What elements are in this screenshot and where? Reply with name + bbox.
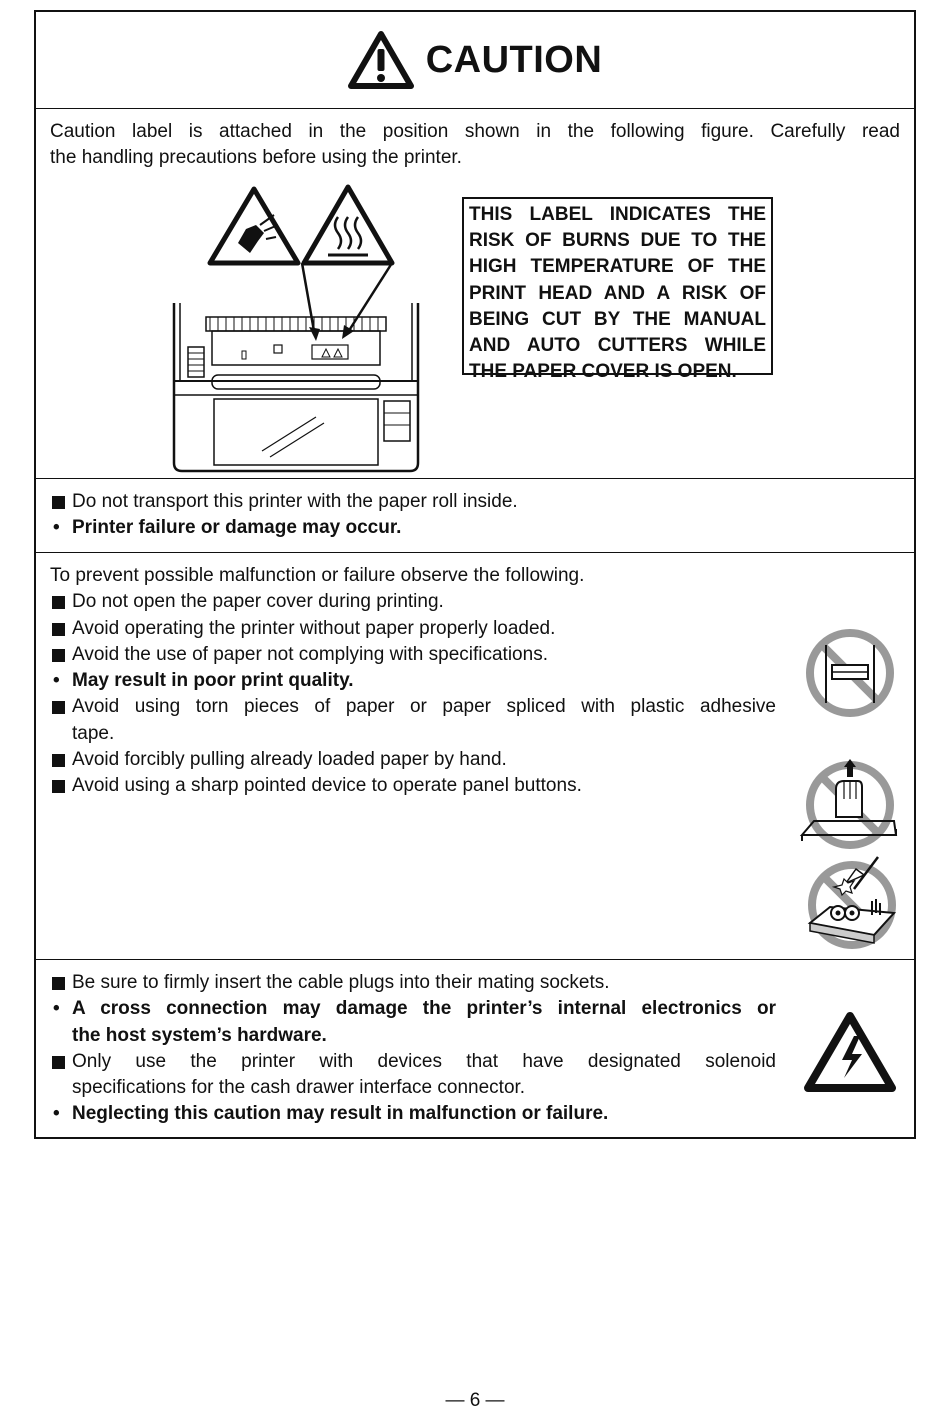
connection-note: A cross connection may damage the printer’s internal electronics or — [72, 998, 776, 1020]
intro-text — [50, 119, 900, 172]
hand-cut-warning-icon — [210, 189, 298, 263]
caution-header — [36, 12, 914, 108]
list-item: • Printer failure or damage may occur. — [53, 517, 402, 539]
label-line: RISK OF BURNS DUE TO THE — [469, 230, 766, 252]
transport-section — [36, 478, 914, 553]
malfunction-item: Avoid the use of paper not complying with specifications. — [72, 643, 548, 665]
list-item — [50, 747, 776, 773]
malfunction-section — [36, 552, 914, 960]
page-number: — 6 — — [445, 1390, 505, 1411]
label-line: HIGH TEMPERATURE OF THE — [469, 256, 766, 278]
electric-shock-warning-icon — [804, 1010, 896, 1092]
malfunction-lead: To prevent possible malfunction or failure observe the following. — [50, 565, 585, 586]
malfunction-item: Do not open the paper cover during printing. — [72, 591, 444, 613]
list-item-cont — [50, 721, 776, 747]
label-section — [36, 108, 914, 479]
malfunction-item: Avoid using a sharp pointed device to operate panel buttons. — [72, 775, 582, 797]
connection-section — [36, 959, 914, 1138]
caution-frame — [34, 10, 916, 1139]
label-line: THIS LABEL INDICATES THE — [469, 204, 766, 225]
transport-item: Do not transport this printer with the paper roll inside. — [72, 491, 518, 512]
intro-line: Caution label is attached in the position shown in the following figure. Carefully read — [50, 121, 900, 142]
list-item — [50, 694, 776, 720]
label-line: PRINT HEAD AND A RISK OF — [469, 282, 766, 304]
list-item — [50, 773, 776, 799]
printer-figure — [166, 181, 426, 471]
no-spliced-paper-icon — [804, 627, 896, 719]
intro-line: the handling precautions before using the printer. — [50, 147, 462, 169]
list-item — [50, 1049, 776, 1075]
malfunction-item: Avoid operating the printer without paper properly loaded. — [72, 617, 556, 639]
malfunction-item: Avoid forcibly pulling already loaded paper by hand. — [72, 749, 507, 771]
caution-label-text — [462, 197, 773, 383]
list-item — [50, 589, 776, 615]
hot-surface-warning-icon — [304, 187, 392, 263]
page-title: CAUTION — [425, 38, 603, 81]
transport-note: Printer failure or damage may occur. — [72, 517, 402, 539]
no-sharp-device-icon — [802, 853, 902, 953]
warning-triangle-icon — [348, 31, 414, 89]
list-item — [50, 616, 776, 642]
malfunction-item: tape. — [72, 722, 115, 744]
list-item-cont — [50, 1023, 776, 1049]
list-item — [50, 642, 776, 668]
no-pulling-paper-icon — [800, 757, 900, 853]
connection-item: specifications for the cash drawer interface connector. — [72, 1077, 526, 1099]
label-line: BEING CUT BY THE MANUAL — [469, 308, 766, 330]
malfunction-note: May result in poor print quality. — [72, 670, 354, 692]
list-item — [50, 970, 776, 996]
list-item: • Neglecting this caution may result in malfunction or failure. — [53, 1103, 609, 1125]
connection-note: the host system’s hardware. — [72, 1024, 327, 1046]
label-line: AND AUTO CUTTERS WHILE — [469, 335, 766, 357]
label-line: THE PAPER COVER IS OPEN. — [469, 361, 737, 383]
connection-item: Be sure to firmly insert the cable plugs into their mating sockets. — [72, 972, 610, 993]
list-item — [50, 489, 900, 515]
list-item: • May result in poor print quality. — [53, 670, 354, 692]
malfunction-item: Avoid using torn pieces of paper or paper spliced with plastic adhesive — [72, 696, 776, 718]
list-item: • A cross connection may damage the printer’s internal electronics or — [53, 998, 776, 1020]
connection-item: Only use the printer with devices that have designated solenoid — [72, 1050, 776, 1072]
list-item-cont — [50, 1075, 776, 1101]
connection-note: Neglecting this caution may result in malfunction or failure. — [72, 1103, 609, 1125]
